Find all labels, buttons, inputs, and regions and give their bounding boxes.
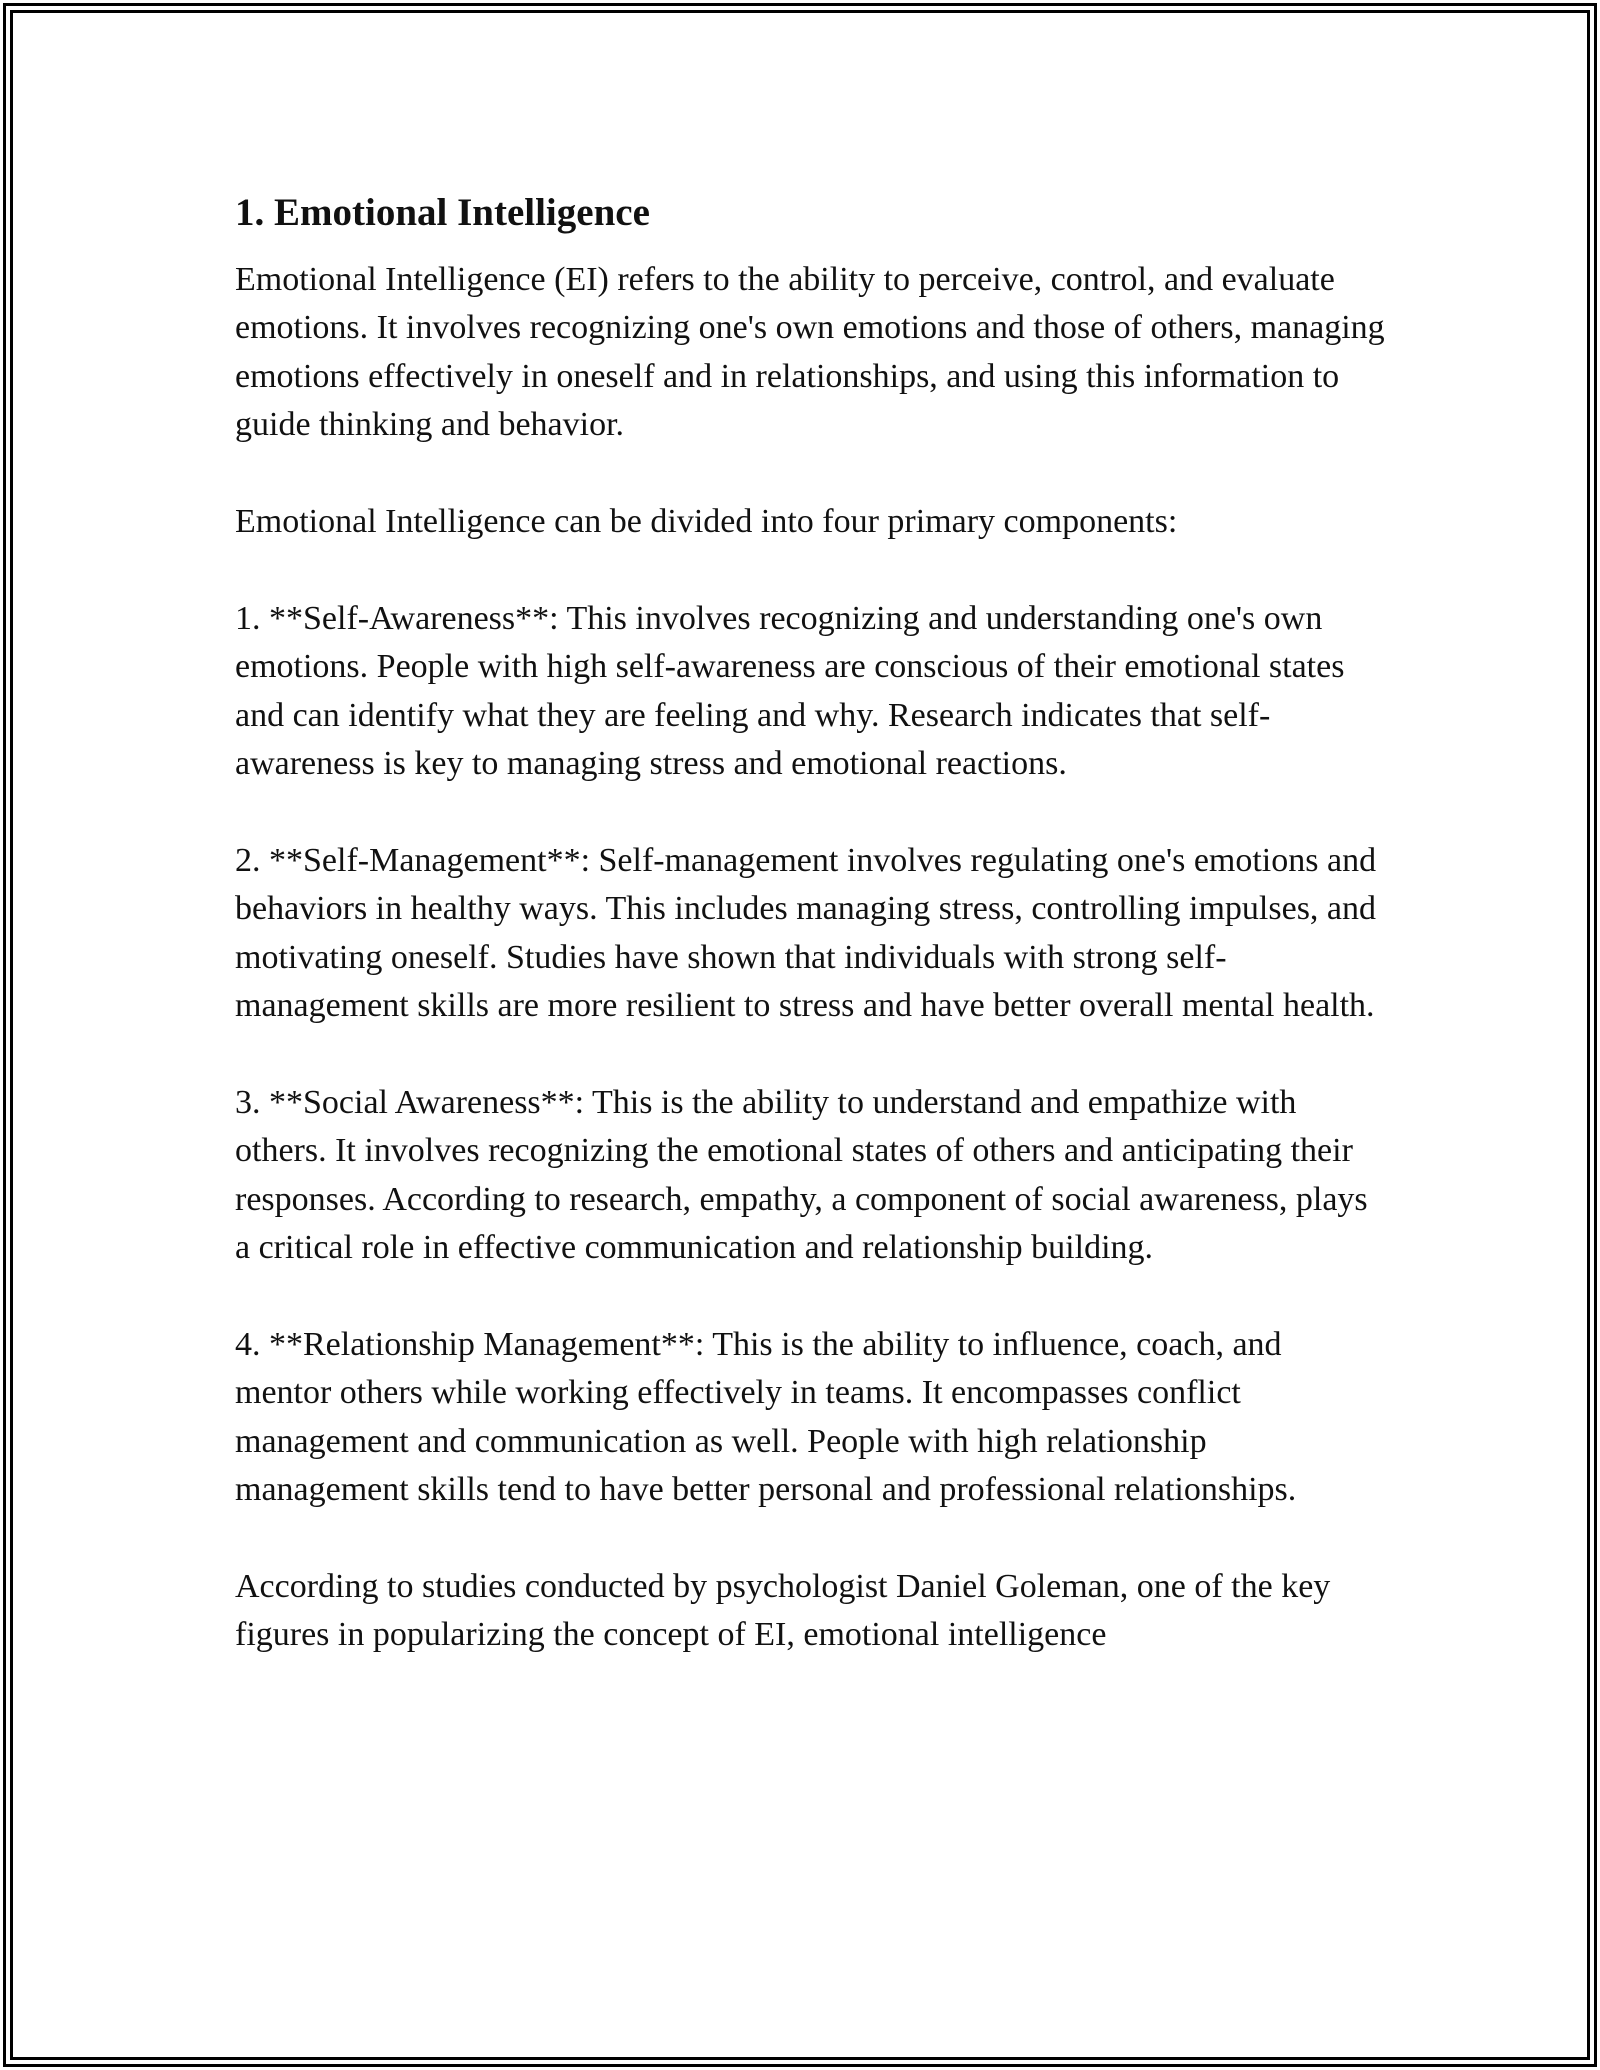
paragraph-components-intro: Emotional Intelligence can be divided into four primary components: — [235, 503, 1178, 541]
document-body — [235, 186, 1385, 1708]
paragraph-self-management: 2. **Self-Management**: Self-management involves regulating one's emotions and behaviors in healthy ways. This includes managing stress, controlling impulses, and motivating oneself. Studies have shown that individuals with strong self-management skills are more resilient to stress and have better overall mental health. — [235, 841, 1377, 1025]
section-heading: 1. Emotional Intelligence — [235, 191, 650, 234]
paragraph-self-awareness: 1. **Self-Awareness**: This involves recognizing and understanding one's own emotions. People with high self-awareness are conscious of their emotional states and can identify what they are feeling and why. Research indicates that self-awareness is key to managing stress and emotional reactions. — [235, 599, 1345, 783]
paragraph-relationship-management: 4. **Relationship Management**: This is the ability to influence, coach, and mentor others while working effectively in teams. It encompasses conflict management and communication as well. People with high relationship management skills tend to have better personal and professional relationships. — [235, 1325, 1297, 1509]
paragraph-definition: Emotional Intelligence (EI) refers to the ability to perceive, control, and evaluate emotions. It involves recognizing one's own emotions and those of others, managing emotions effectively in oneself and in relationships, and using this information to guide thinking and behavior. — [235, 261, 1385, 444]
paragraph-social-awareness: 3. **Social Awareness**: This is the ability to understand and empathize with others. It involves recognizing the emotional states of others and anticipating their responses. According to research, empathy, a component of social awareness, plays a critical role in effective communication and relationship building. — [235, 1083, 1368, 1267]
paragraph-goleman: According to studies conducted by psychologist Daniel Goleman, one of the key figures in popularizing the concept of EI, emotional intelligence — [235, 1567, 1331, 1654]
